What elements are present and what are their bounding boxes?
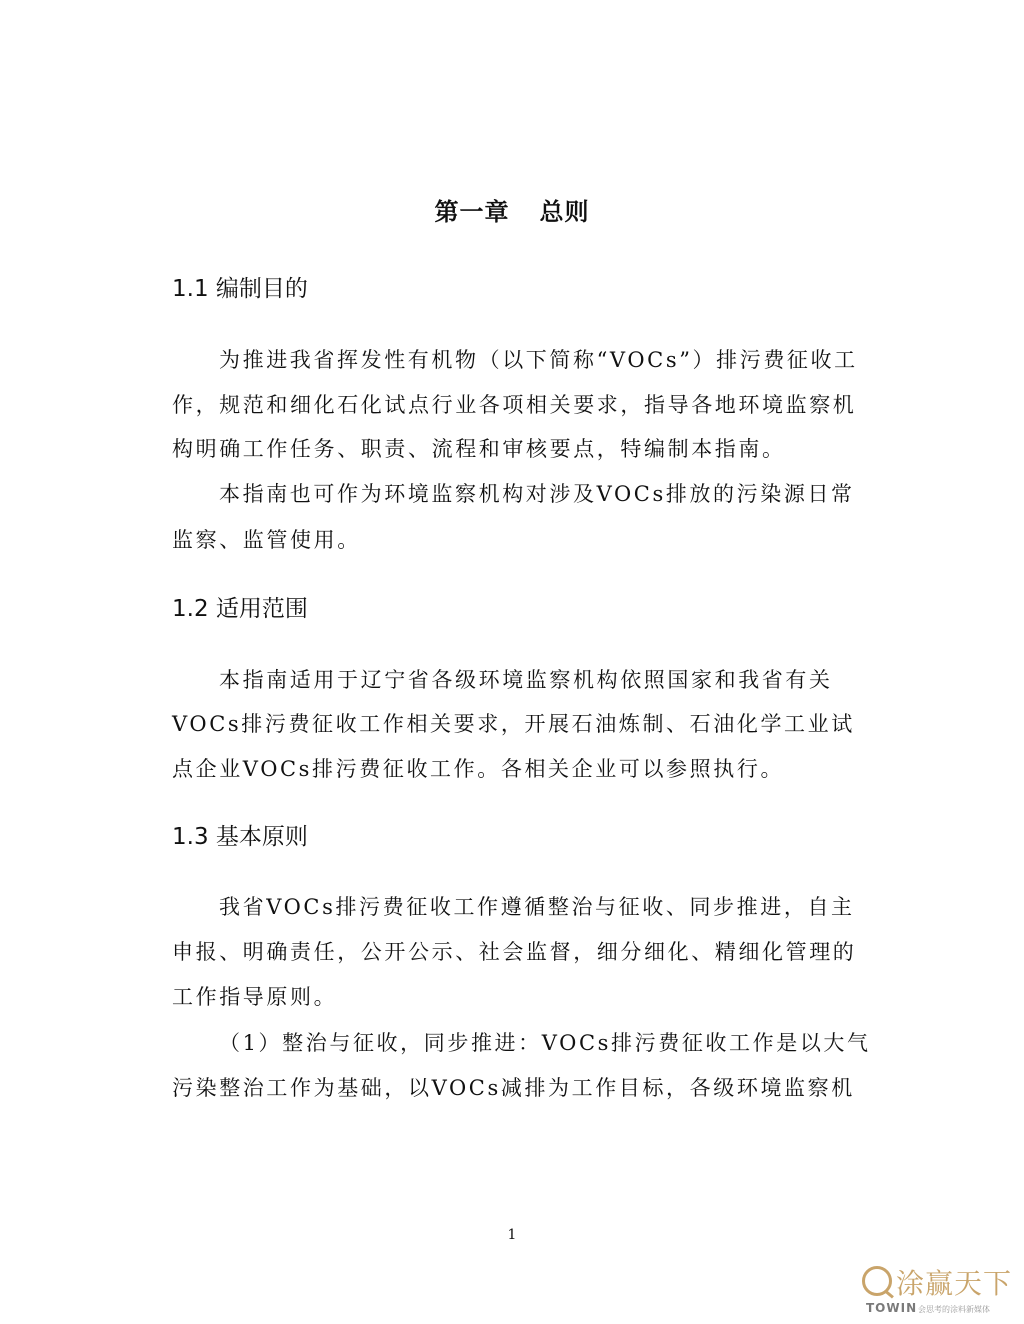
paragraph-line: 本指南也可作为环境监察机构对涉及VOCs排放的污染源日常 [219,482,855,506]
logo-name-en: TOWIN [866,1301,918,1315]
paragraph-line: 点企业VOCs排污费征收工作。各相关企业可以参照执行。 [172,757,785,781]
chapter-title [0,192,1024,227]
chapter-number: 第一章 [434,198,510,226]
paragraph-line: 为推进我省挥发性有机物（以下简称“VOCs”）排污费征收工 [219,348,858,372]
logo-name-cn: 涂赢天下 [896,1267,1013,1300]
logo-tagline: 会思考的涂料新媒体 [918,1305,990,1314]
paragraph-line: 构明确工作任务、职责、流程和审核要点，特编制本指南。 [172,437,786,461]
paragraph-line: 我省VOCs排污费征收工作遵循整治与征收、同步推进，自主 [219,895,855,919]
section-heading-1-3: 1.3 基本原则 [172,824,308,850]
paragraph-line: VOCs排污费征收工作相关要求，开展石油炼制、石油化学工业试 [172,712,855,736]
watermark-logo [860,1260,1020,1318]
paragraph-line: 污染整治工作为基础，以VOCs减排为工作目标，各级环境监察机 [172,1076,855,1100]
paragraph-line: 本指南适用于辽宁省各级环境监察机构依照国家和我省有关 [219,668,833,692]
paragraph-line: 作，规范和细化石化试点行业各项相关要求，指导各地环境监察机 [172,393,857,417]
paragraph-line: （1）整治与征收，同步推进：VOCs排污费征收工作是以大气 [219,1031,871,1055]
paragraph-line: 申报、明确责任，公开公示、社会监督，细分细化、精细化管理的 [172,940,857,964]
paragraph-line: 工作指导原则。 [172,985,338,1009]
paragraph-line: 监察、监管使用。 [172,528,361,552]
page-number: 1 [507,1227,517,1243]
logo-mark-icon [862,1266,892,1296]
chapter-name: 总则 [539,198,590,226]
section-heading-1-1: 1.1 编制目的 [172,276,308,302]
section-heading-1-2: 1.2 适用范围 [172,596,308,622]
